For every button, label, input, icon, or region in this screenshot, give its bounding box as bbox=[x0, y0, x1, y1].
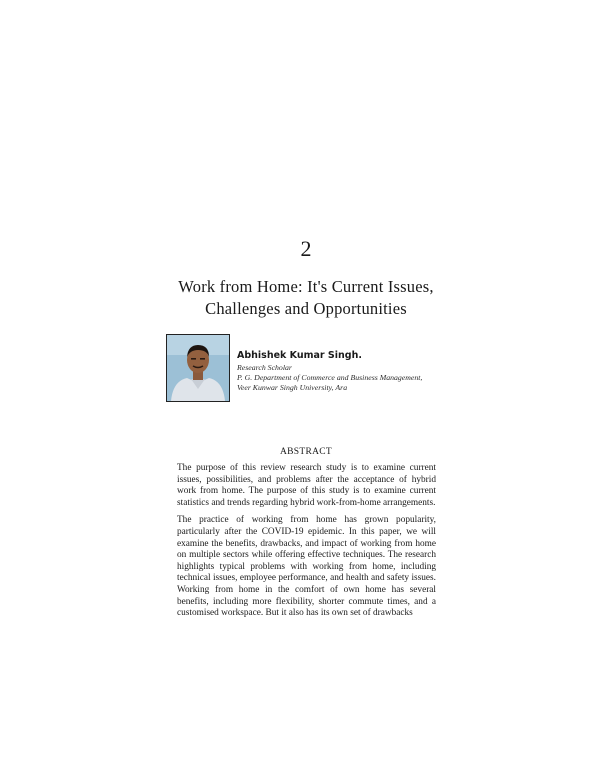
chapter-number: 2 bbox=[300, 236, 312, 261]
author-role: Research Scholar bbox=[237, 363, 292, 372]
author-university: Veer Kunwar Singh University, Ara bbox=[237, 383, 348, 392]
chapter-title-line-1: Work from Home: It's Current Issues, bbox=[178, 277, 434, 296]
chapter-title-line-2: Challenges and Opportunities bbox=[205, 299, 407, 318]
author-block bbox=[237, 350, 497, 393]
abstract-body bbox=[177, 463, 436, 626]
author-name: Abhishek Kumar Singh. bbox=[237, 350, 362, 361]
author-portrait-icon bbox=[167, 335, 229, 401]
author-department: P. G. Department of Commerce and Business Management, bbox=[237, 373, 423, 382]
chapter-title bbox=[0, 276, 600, 320]
abstract-paragraph-1: The purpose of this review research study is to examine current issues, possibilities, and problems after the acceptance of hybrid work from home. The purpose of this study is to examine current statistics and trends regarding hybrid work-from-home arrangements. bbox=[177, 463, 436, 508]
author-photo bbox=[166, 334, 230, 402]
abstract-heading: ABSTRACT bbox=[279, 447, 333, 457]
abstract-paragraph-2: The practice of working from home has grown popularity, particularly after the COVID-19 epidemic. In this paper, we will examine the benefits, drawbacks, and impact of working from home on multiple sectors while offering effective techniques. The research highlights typical problems with working from home, including technical issues, employee performance, and health and safety issues. Working from home in the comfort of own home has several benefits, including more flexibility, shorter commute times, and a customised workspace. But it also has its own set of drawbacks bbox=[177, 515, 436, 619]
